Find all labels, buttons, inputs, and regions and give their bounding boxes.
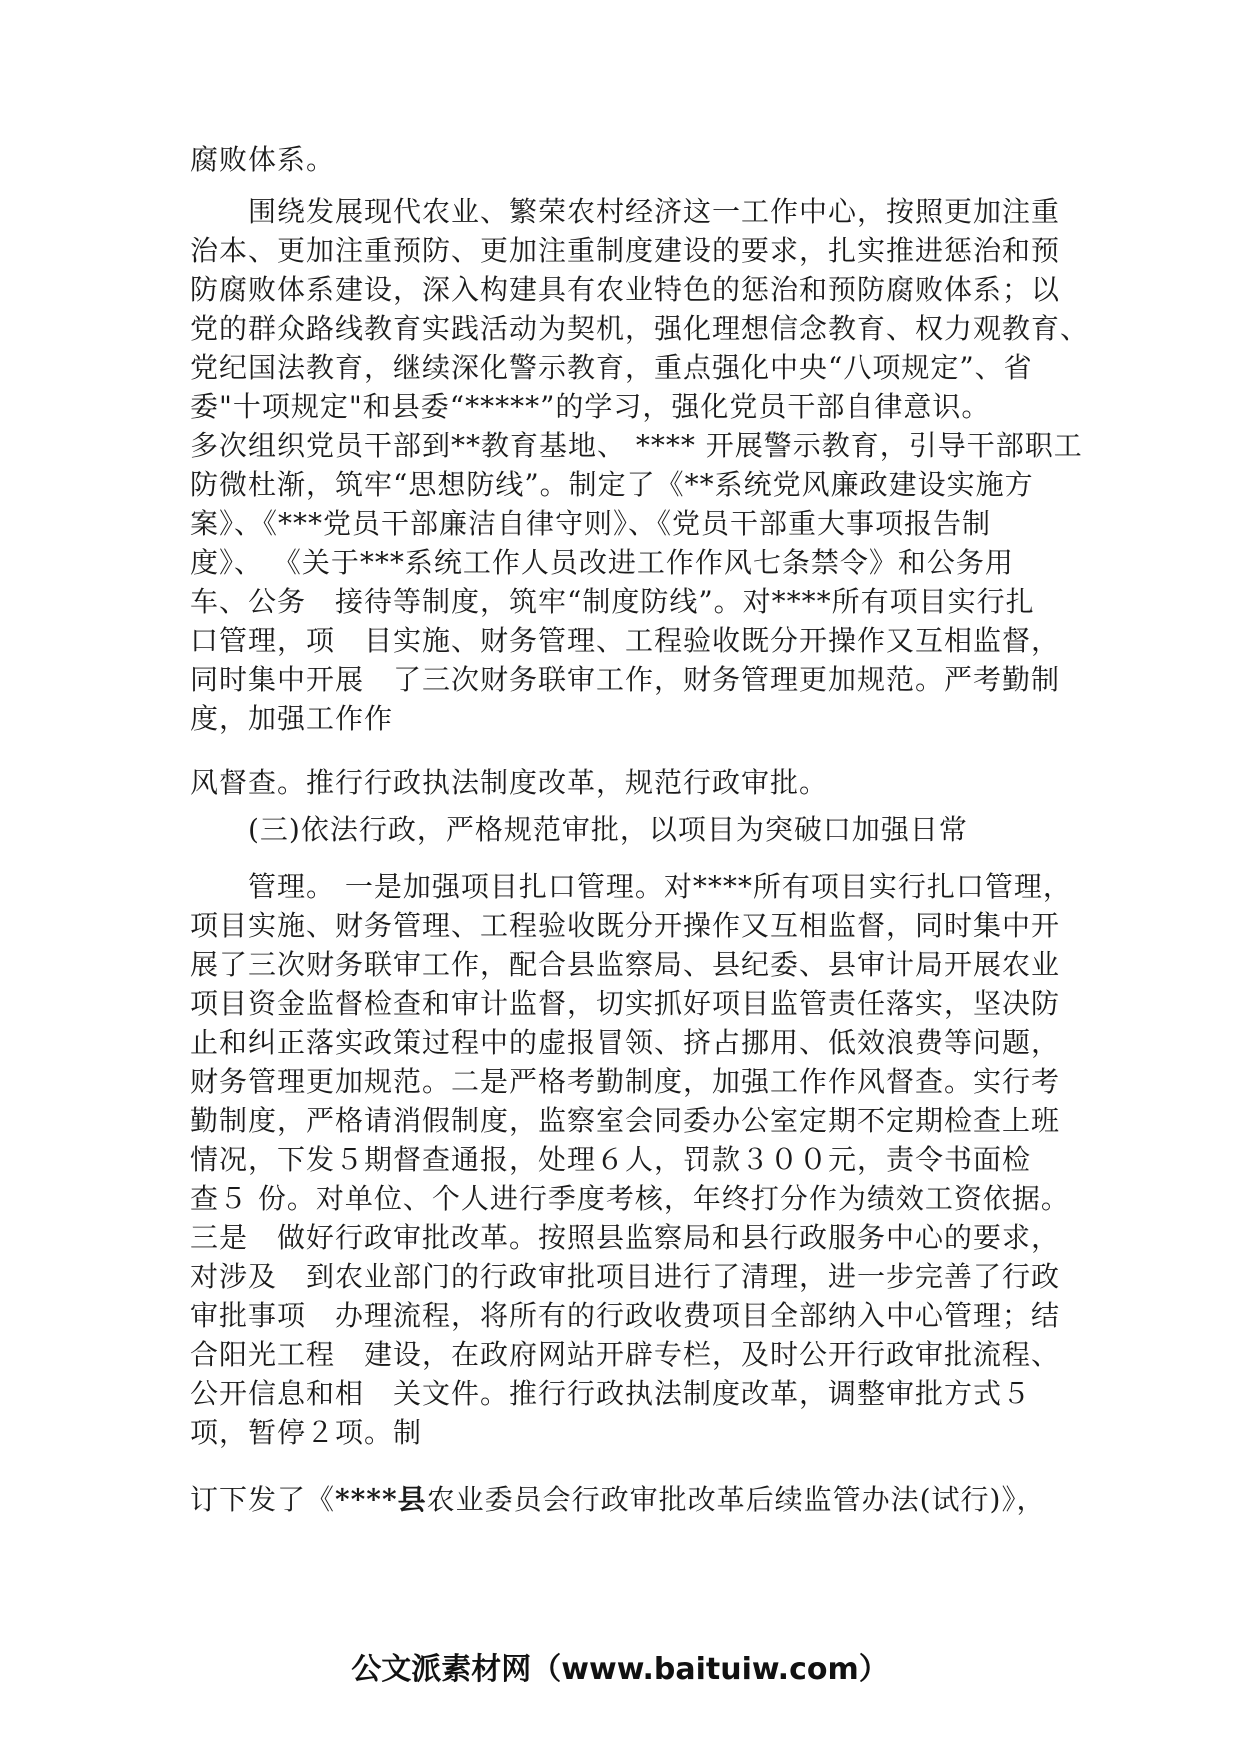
text-line: 党的群众路线教育实践活动为契机，强化理想信念教育、权力观教育、 [190,312,1090,345]
text-line-last [190,1480,1045,1520]
text-line: 围绕发展现代农业、繁荣农村经济这一工作中心，按照更加注重 [190,195,1061,228]
text-line: 度，加强工作作 [190,702,394,735]
footer-watermark: 公文派素材网（www.baituiw.com） [351,1652,889,1687]
text-line: 车、公务 接待等制度，筑牢“制度防线”。对****所有项目实行扎 [190,585,1035,618]
text-line: 止和纠正落实政策过程中的虚报冒领、挤占挪用、低效浪费等问题， [190,1026,1061,1059]
text-line: 公开信息和相 关文件。推行行政执法制度改革，调整审批方式５ [190,1377,1032,1410]
text-line: 合阳光工程 建设，在政府网站开辟专栏，及时公开行政审批流程、 [190,1338,1061,1371]
text-line: 展了三次财务联审工作，配合县监察局、县纪委、县审计局开展农业 [190,948,1061,981]
text-line: 三是 做好行政审批改革。按照县监察局和县行政服务中心的要求， [190,1221,1061,1254]
text-line: 治本、更加注重预防、更加注重制度建设的要求，扎实推进惩治和预 [190,234,1061,267]
text-line: 口管理，项 目实施、财务管理、工程验收既分开操作又互相监督， [190,624,1061,657]
text-line: 党纪国法教育，继续深化警示教育，重点强化中央“八项规定”、省 [190,351,1033,384]
text-line: 腐败体系。 [190,143,336,176]
section-heading: (三)依法行政，严格规范审批，以项目为突破口加强日常 [190,813,968,846]
text-line: 同时集中开展 了三次财务联审工作，财务管理更加规范。严考勤制 [190,663,1061,696]
text-span: 农业委员会行政审批改革后续监管办法(试行)》， [426,1483,1046,1516]
text-line: 防微杜渐，筑牢“思想防线”。制定了《**系统党风廉政建设实施方 [190,468,1034,501]
text-line: 项，暂停２项。制 [190,1416,423,1449]
text-line: 案》、《***党员干部廉洁自律守则》、《党员干部重大事项报告制 [190,507,992,540]
text-line: 情况，下发５期督查通报，处理６人，罚款３００元，责令书面检 [190,1143,1032,1176]
text-line: 防腐败体系建设，深入构建具有农业特色的惩治和预防腐败体系；以 [190,273,1061,306]
text-line: 查５ 份。对单位、个人进行季度考核，年终打分作为绩效工资依据。 [190,1182,1070,1215]
text-line: 财务管理更加规范。二是严格考勤制度，加强工作作风督查。实行考 [190,1065,1061,1098]
text-line: 对涉及 到农业部门的行政审批项目进行了清理，进一步完善了行政 [190,1260,1061,1293]
text-line: 项目资金监督检查和审计监督，切实抓好项目监管责任落实，坚决防 [190,987,1061,1020]
text-line: 审批事项 办理流程，将所有的行政收费项目全部纳入中心管理；结 [190,1299,1061,1332]
text-line: 度》、 《关于***系统工作人员改进工作作风七条禁令》和公务用 [190,546,1014,579]
text-span-bold: ****县 [335,1483,427,1516]
text-line: 多次组织党员干部到**教育基地、 **** 开展警示教育，引导干部职工 [190,429,1083,462]
text-line: 风督查。推行行政执法制度改革，规范行政审批。 [190,766,829,799]
text-line: 勤制度，严格请消假制度，监察室会同委办公室定期不定期检查上班 [190,1104,1061,1137]
text-line: 委"十项规定"和县委“*****”的学习，强化党员干部自律意识。 [190,390,991,423]
text-span: 订下发了《 [190,1483,336,1516]
text-line: 项目实施、财务管理、工程验收既分开操作又互相监督，同时集中开 [190,909,1061,942]
text-line: 管理。 一是加强项目扎口管理。对****所有项目实行扎口管理， [190,870,1072,903]
